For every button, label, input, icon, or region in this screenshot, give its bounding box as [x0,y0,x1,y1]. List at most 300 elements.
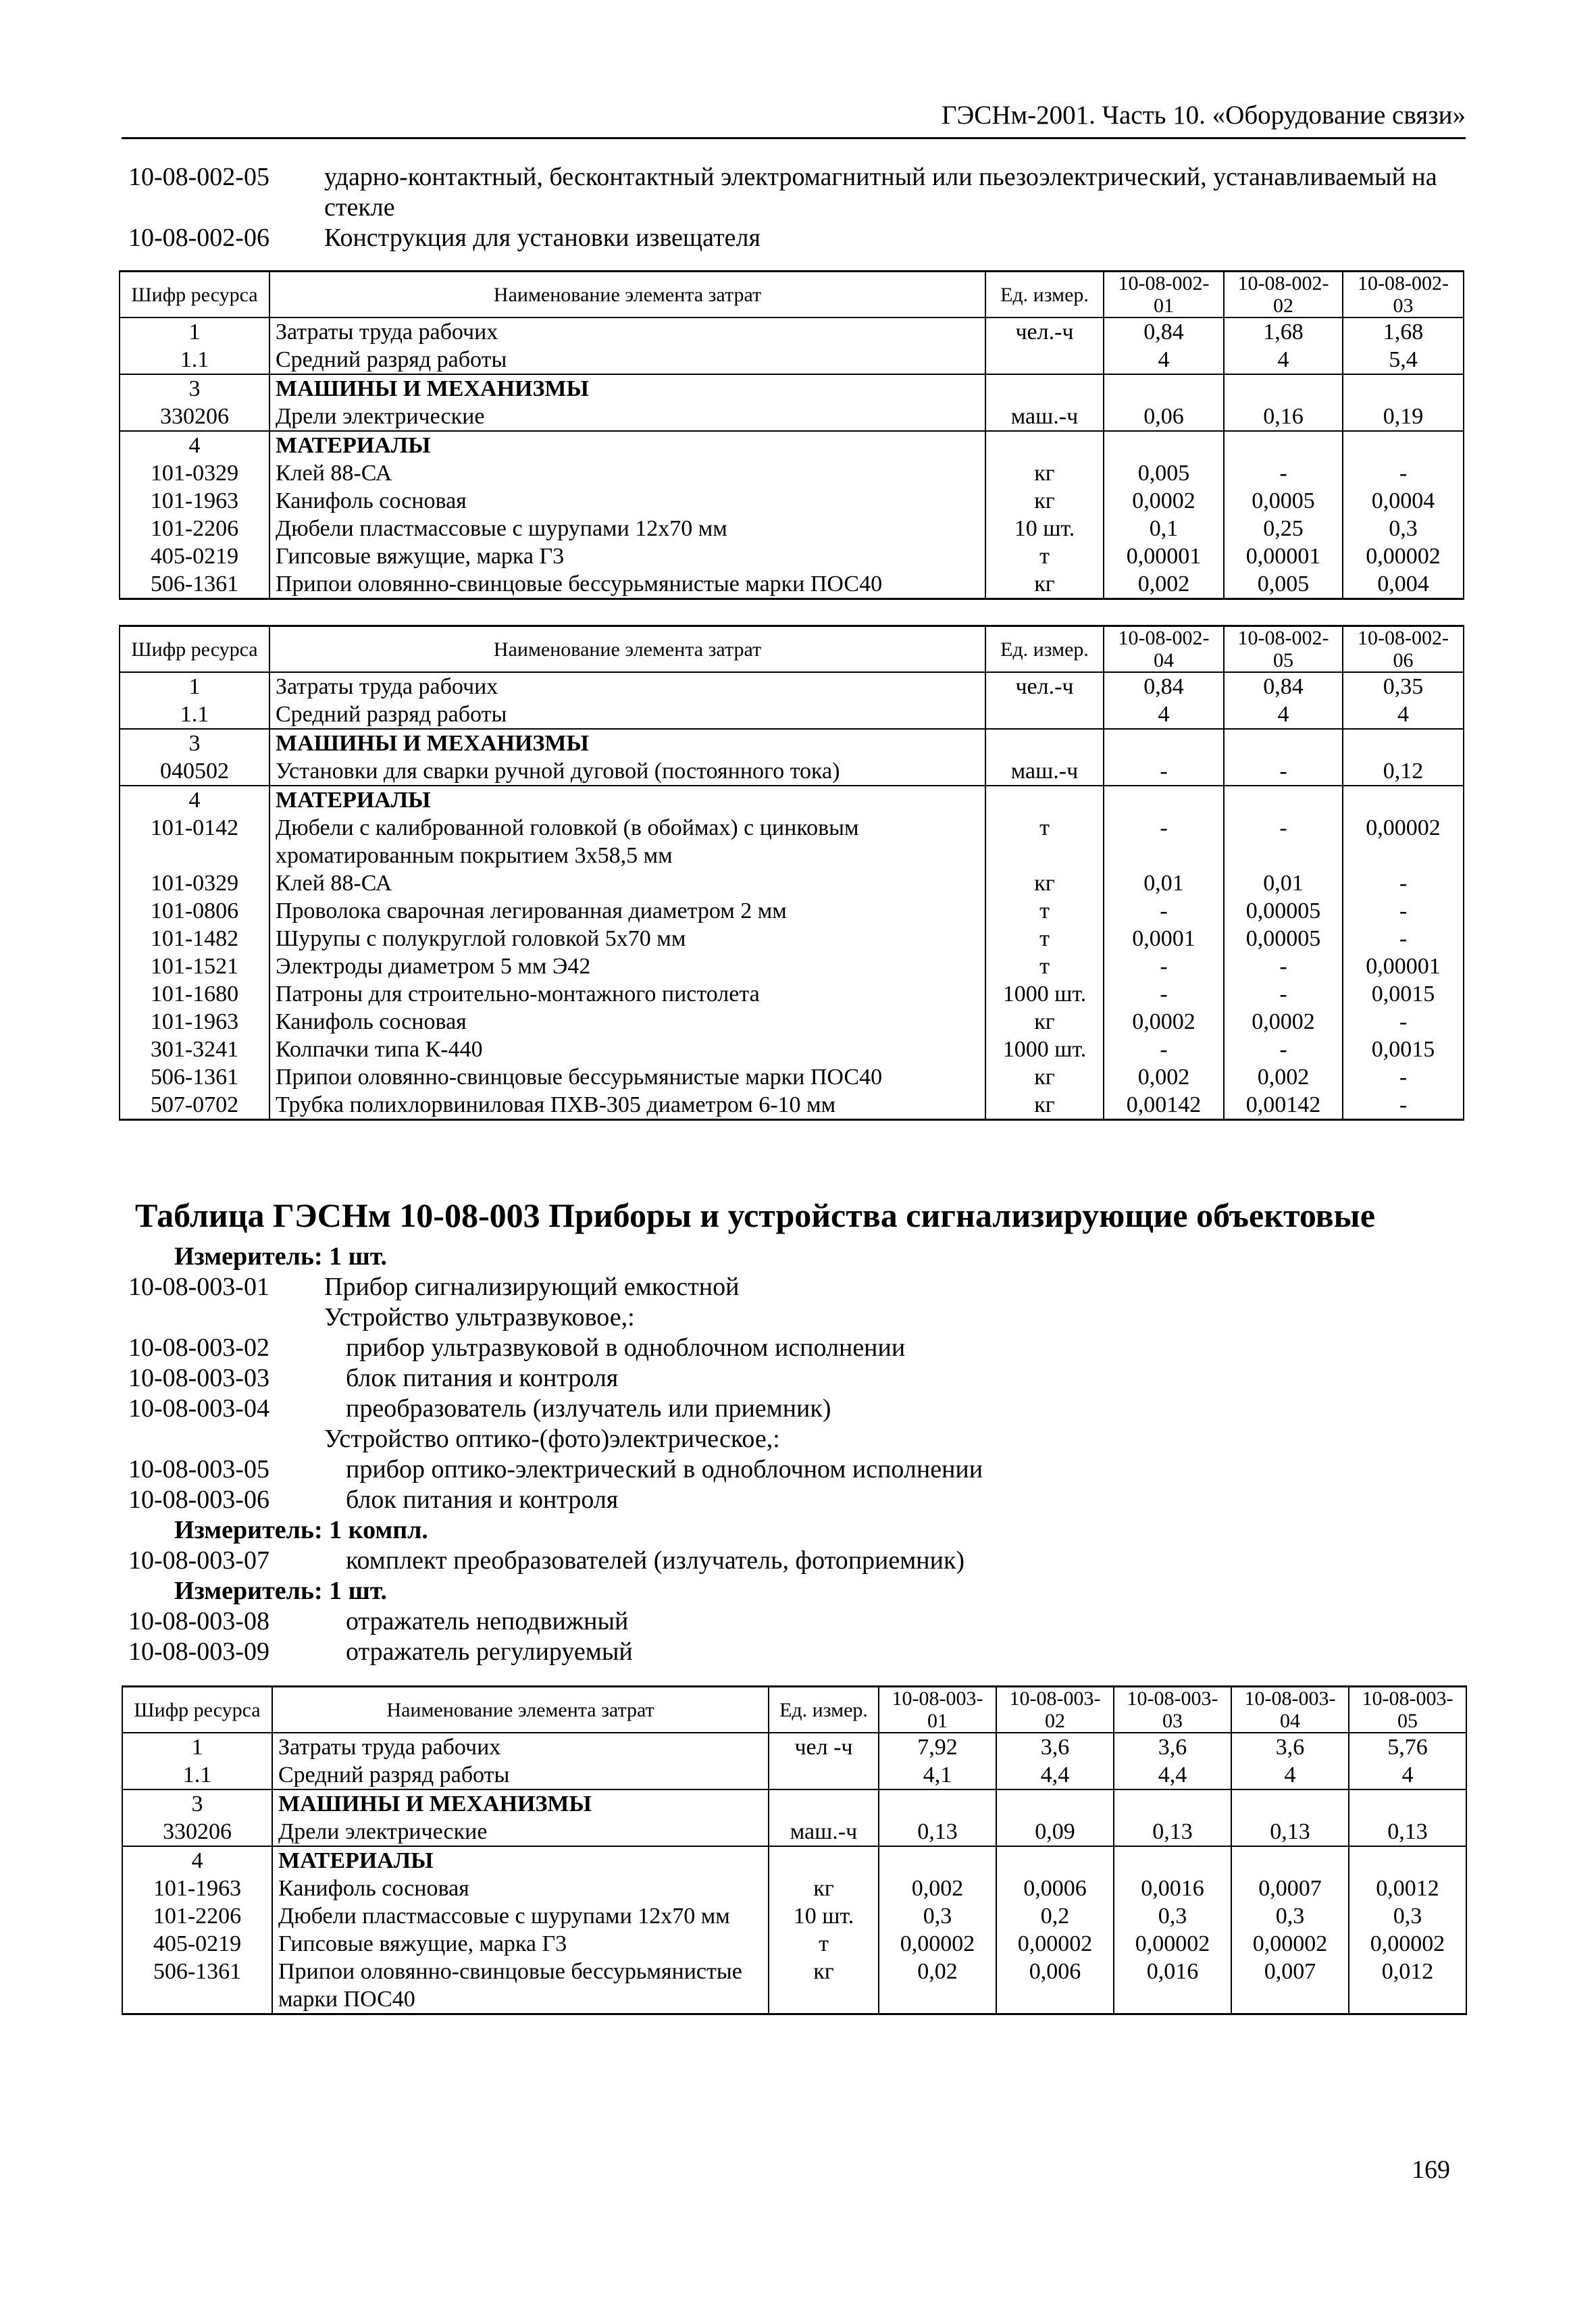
unit [985,786,1104,814]
unit [985,729,1104,757]
cost-table-1 [119,270,1464,600]
value-cell: 0,00002 [1231,1930,1349,1958]
cost-element-name: Канифоль сосновая [272,1875,769,1902]
cost-element-name: Шурупы с полукруглой головкой 5х70 мм [269,925,985,952]
resource-code: 3 [120,374,269,403]
table-row [120,1091,1464,1120]
value-cell: 0,00005 [1224,897,1343,925]
section-title: Таблица ГЭСНм 10-08-003 Приборы и устройства сигнализирующие объектовые [135,1196,1375,1234]
value-cell: - [1104,757,1224,786]
resource-code: 1 [122,1733,272,1761]
resource-code: 507-0702 [120,1091,269,1120]
value-cell: 1,68 [1343,317,1464,346]
value-cell: 0,84 [1104,317,1224,346]
value-cell: 0,84 [1104,672,1224,701]
description-top [128,162,1466,253]
cost-element-name: Затраты труда рабочих [272,1733,769,1761]
table-row [120,403,1464,431]
resource-code: 1.1 [122,1761,272,1789]
resource-code: 101-1963 [122,1875,272,1902]
cost-element-name: Средний разряд работы [269,701,985,729]
description-line [128,1242,1466,1272]
cost-element-name: Дрели электрические [269,403,985,431]
unit [985,701,1104,729]
table-header-row [122,1687,1466,1733]
value-cell: - [1104,814,1224,869]
unit [985,346,1104,374]
unit: 10 шт. [985,515,1104,542]
unit: кг [769,1958,879,2014]
unit [769,1789,879,1818]
value-cell: 0,3 [1349,1902,1466,1930]
norm-description: прибор оптико-электрический в одноблочном исполнении [346,1455,983,1483]
table-row [120,317,1464,346]
cost-element-name: Электроды диаметром 5 мм Э42 [269,952,985,980]
description-line [128,1302,1466,1333]
resource-code: 101-2206 [120,515,269,542]
header-norm-code: 10-08-003-01 [879,1687,996,1733]
unit: маш.-ч [985,403,1104,431]
header-norm-code: 10-08-002-03 [1343,272,1464,318]
norm-description: Прибор сигнализирующий емкостной [324,1273,740,1301]
value-cell [1343,786,1464,814]
table-row [120,374,1464,403]
value-cell: 0,0016 [1114,1875,1231,1902]
cost-element-name: Проволока сварочная легированная диаметром 2 мм [269,897,985,925]
cost-element-name: Дюбели пластмассовые с шурупами 12х70 мм [272,1902,769,1930]
value-cell [1349,1789,1466,1818]
table-row [120,897,1464,925]
value-cell: 0,0002 [1224,1008,1343,1036]
cost-element-name: Гипсовые вяжущие, марка Г3 [272,1930,769,1958]
value-cell: 7,92 [879,1733,996,1761]
table-row [120,431,1464,459]
header-norm-code: 10-08-002-05 [1224,626,1343,673]
running-header: ГЭСНм-2001. Часть 10. «Оборудование связи» [122,100,1466,139]
table-row [120,1063,1464,1091]
value-cell: - [1104,952,1224,980]
value-cell: 5,4 [1343,346,1464,374]
table-row [120,869,1464,897]
value-cell: 0,01 [1104,869,1224,897]
cost-element-name: Средний разряд работы [269,346,985,374]
value-cell: 0,005 [1224,570,1343,599]
value-cell: 0,13 [1231,1818,1349,1846]
value-cell: - [1343,925,1464,952]
resource-code: 330206 [122,1818,272,1846]
norm-description: ударно-контактный, бесконтактный электромагнитный или пьезоэлектрический, устанавливаемый на стекле [324,163,1437,222]
header-norm-code: 10-08-003-02 [996,1687,1114,1733]
norm-code: 10-08-003-04 [128,1394,269,1423]
unit [985,374,1104,403]
table-row [120,980,1464,1008]
cost-element-name: Канифоль сосновая [269,1008,985,1036]
value-cell [1349,1846,1466,1875]
table-row [122,1818,1466,1846]
table-row [120,814,1464,869]
value-cell: 5,76 [1349,1733,1466,1761]
value-cell: 3,6 [1231,1733,1349,1761]
value-cell: - [1224,459,1343,487]
unit: т [985,897,1104,925]
value-cell: 0,13 [1349,1818,1466,1846]
value-cell [1343,431,1464,459]
header-norm-code: 10-08-003-05 [1349,1687,1466,1733]
measure-unit: Измеритель: 1 шт. [174,1577,388,1605]
unit: кг [985,869,1104,897]
header-name: Наименование элемента затрат [269,272,985,318]
table-row [122,1789,1466,1818]
cost-element-name: Клей 88-СА [269,869,985,897]
value-cell: 0,004 [1343,570,1464,599]
norm-code: 10-08-003-02 [128,1333,269,1362]
value-cell: - [1343,459,1464,487]
norm-code: 10-08-002-06 [128,224,269,252]
resource-code: 4 [122,1846,272,1875]
table-row [120,1008,1464,1036]
unit: 1000 шт. [985,1036,1104,1063]
description-line [128,1606,1466,1637]
value-cell: 0,0004 [1343,487,1464,515]
unit: т [985,814,1104,869]
resource-code: 506-1361 [120,570,269,599]
value-cell: 0,007 [1231,1958,1349,2014]
resource-code: 101-1482 [120,925,269,952]
norm-code: 10-08-003-06 [128,1485,269,1514]
norm-description: Устройство ультразвуковое,: [324,1303,635,1331]
value-cell: 0,25 [1224,515,1343,542]
unit: чел -ч [769,1733,879,1761]
unit: т [985,925,1104,952]
value-cell: 0,0012 [1349,1875,1466,1902]
value-cell: 0,2 [996,1902,1114,1930]
value-cell: 0,016 [1114,1958,1231,2014]
table-header-row [120,272,1464,318]
table-row [120,570,1464,599]
value-cell: 0,0015 [1343,980,1464,1008]
value-cell: 0,00001 [1224,542,1343,570]
cost-element-name: Припои оловянно-свинцовые бессурьмянистые марки ПОС40 [269,1063,985,1091]
value-cell [1224,431,1343,459]
norm-description: блок питания и контроля [346,1364,619,1392]
value-cell: 4,4 [996,1761,1114,1789]
table-row [120,672,1464,701]
value-cell: 0,00002 [996,1930,1114,1958]
value-cell: 0,0005 [1224,487,1343,515]
table-row [120,515,1464,542]
table-row [120,459,1464,487]
norm-code: 10-08-003-03 [128,1364,269,1392]
value-cell: - [1343,897,1464,925]
value-cell: 0,00142 [1104,1091,1224,1120]
cost-element-name: Затраты труда рабочих [269,317,985,346]
value-cell [1231,1789,1349,1818]
norm-description: отражатель неподвижный [346,1607,629,1635]
cost-element-name: Дрели электрические [272,1818,769,1846]
resource-code: 330206 [120,403,269,431]
value-cell: 3,6 [996,1733,1114,1761]
resource-code: 101-1963 [120,487,269,515]
unit: маш.-ч [769,1818,879,1846]
table-row [120,757,1464,786]
header-norm-code: 10-08-002-06 [1343,626,1464,673]
header-norm-code: 10-08-002-01 [1104,272,1224,318]
cost-element-name: Канифоль сосновая [269,487,985,515]
norm-description: Конструкция для установки извещателя [324,224,761,252]
value-cell: - [1224,952,1343,980]
unit: т [985,952,1104,980]
value-cell: 0,0006 [996,1875,1114,1902]
description-line [128,1424,1466,1454]
value-cell: 0,13 [1114,1818,1231,1846]
header-norm-code: 10-08-003-03 [1114,1687,1231,1733]
resource-code: 3 [120,729,269,757]
description-line [128,1272,1466,1302]
description-line [128,1546,1466,1576]
value-cell: - [1343,1008,1464,1036]
value-cell: 4 [1343,701,1464,729]
unit: чел.-ч [985,672,1104,701]
resource-code: 101-0142 [120,814,269,869]
value-cell: - [1224,1036,1343,1063]
cost-element-name: Припои оловянно-свинцовые бессурьмянистые марки ПОС40 [269,570,985,599]
value-cell: 0,3 [1114,1902,1231,1930]
header-norm-code: 10-08-002-04 [1104,626,1224,673]
value-cell [1224,729,1343,757]
table-row [120,487,1464,515]
value-cell [879,1789,996,1818]
value-cell: 0,012 [1349,1958,1466,2014]
unit: 10 шт. [769,1902,879,1930]
unit: кг [985,459,1104,487]
value-cell: 0,06 [1104,403,1224,431]
unit: кг [985,1063,1104,1091]
value-cell: 0,0007 [1231,1875,1349,1902]
table-row [120,542,1464,570]
unit: кг [985,1008,1104,1036]
header-code: Шифр ресурса [122,1687,272,1733]
measure-unit: Измеритель: 1 шт. [174,1242,388,1271]
value-cell: 0,3 [1343,515,1464,542]
table-row [122,1846,1466,1875]
value-cell: - [1104,897,1224,925]
table-row [120,786,1464,814]
header-unit: Ед. измер. [985,626,1104,673]
unit: маш.-ч [985,757,1104,786]
value-cell [1104,431,1224,459]
unit [769,1761,879,1789]
header-code: Шифр ресурса [120,626,269,673]
norm-description: комплект преобразователей (излучатель, фотоприемник) [346,1546,965,1575]
description-line [128,223,1466,253]
table-row [122,1958,1466,2014]
value-cell: - [1104,980,1224,1008]
norm-code [128,1424,324,1454]
unit [769,1846,879,1875]
value-cell: 4,1 [879,1761,996,1789]
description-line [128,1394,1466,1424]
header-code: Шифр ресурса [120,272,269,318]
cost-table-2 [119,625,1464,1121]
unit: т [769,1930,879,1958]
value-cell [1104,729,1224,757]
description-line [128,1637,1466,1667]
cost-element-name: Трубка полихлорвиниловая ПХВ-305 диаметром 6-10 мм [269,1091,985,1120]
unit: т [985,542,1104,570]
header-name: Наименование элемента затрат [269,626,985,673]
value-cell [996,1789,1114,1818]
table-header-row [120,626,1464,673]
resource-code: 506-1361 [122,1958,272,2014]
value-cell [1224,374,1343,403]
value-cell: 0,005 [1104,459,1224,487]
value-cell: 0,12 [1343,757,1464,786]
value-cell: 0,00005 [1224,925,1343,952]
value-cell [1104,786,1224,814]
value-cell: 0,00002 [879,1930,996,1958]
cost-element-name: МАШИНЫ И МЕХАНИЗМЫ [269,374,985,403]
value-cell: - [1343,1063,1464,1091]
value-cell: 0,00142 [1224,1091,1343,1120]
norm-description: прибор ультразвуковой в одноблочном исполнении [346,1333,906,1362]
resource-code: 1 [120,672,269,701]
description-line [128,1515,1466,1546]
resource-code: 405-0219 [122,1930,272,1958]
value-cell: 4 [1224,701,1343,729]
value-cell: 0,006 [996,1958,1114,2014]
value-cell: 0,13 [879,1818,996,1846]
value-cell: 0,00002 [1343,542,1464,570]
description-line [128,1333,1466,1363]
table-row [122,1930,1466,1958]
value-cell: 0,00002 [1349,1930,1466,1958]
norm-description: преобразователь (излучатель или приемник) [346,1394,831,1423]
cost-element-name: Дюбели пластмассовые с шурупами 12х70 мм [269,515,985,542]
resource-code: 4 [120,786,269,814]
header-name: Наименование элемента затрат [272,1687,769,1733]
value-cell: 0,3 [879,1902,996,1930]
value-cell: 0,01 [1224,869,1343,897]
value-cell: 0,002 [1224,1063,1343,1091]
value-cell: 0,00002 [1343,814,1464,869]
value-cell [1231,1846,1349,1875]
table-row [122,1875,1466,1902]
table-row [120,952,1464,980]
norm-code: 10-08-003-08 [128,1607,269,1635]
norm-description: отражатель регулируемый [346,1637,633,1666]
resource-code: 4 [120,431,269,459]
unit: чел.-ч [985,317,1104,346]
unit: 1000 шт. [985,980,1104,1008]
value-cell [879,1846,996,1875]
resource-code: 101-1521 [120,952,269,980]
resource-code: 1 [120,317,269,346]
value-cell [1224,786,1343,814]
header-unit: Ед. измер. [985,272,1104,318]
table-row [120,1036,1464,1063]
description-line [128,1485,1466,1515]
value-cell: 0,00001 [1343,952,1464,980]
table-row [122,1733,1466,1761]
value-cell: 4 [1349,1761,1466,1789]
measure-unit: Измеритель: 1 компл. [174,1516,428,1544]
norm-description: блок питания и контроля [346,1485,619,1514]
norm-code [128,1302,324,1333]
value-cell: 0,09 [996,1818,1114,1846]
resource-code: 506-1361 [120,1063,269,1091]
unit: кг [985,1091,1104,1120]
resource-code: 101-1680 [120,980,269,1008]
cost-element-name: МАШИНЫ И МЕХАНИЗМЫ [269,729,985,757]
resource-code: 101-1963 [120,1008,269,1036]
cost-element-name: Средний разряд работы [272,1761,769,1789]
value-cell: - [1343,869,1464,897]
cost-element-name: Дюбели с калиброванной головкой (в обоймах) с цинковым хроматированным покрытием 3х58,5 мм [269,814,985,869]
value-cell: - [1224,814,1343,869]
value-cell: 4 [1104,346,1224,374]
value-cell: 0,3 [1231,1902,1349,1930]
unit [985,431,1104,459]
norm-code: 10-08-002-05 [128,163,269,191]
value-cell: 4 [1231,1761,1349,1789]
value-cell: - [1343,1091,1464,1120]
value-cell: 0,0001 [1104,925,1224,952]
value-cell: - [1224,980,1343,1008]
cost-element-name: Колпачки типа К-440 [269,1036,985,1063]
cost-element-name: Патроны для строительно-монтажного пистолета [269,980,985,1008]
value-cell: 4 [1104,701,1224,729]
header-norm-code: 10-08-002-02 [1224,272,1343,318]
value-cell: 0,002 [879,1875,996,1902]
resource-code: 405-0219 [120,542,269,570]
cost-element-name: Припои оловянно-свинцовые бессурьмянистые марки ПОС40 [272,1958,769,2014]
norm-code: 10-08-003-01 [128,1273,269,1301]
description-line [128,1363,1466,1394]
table-row [120,729,1464,757]
table-row [122,1902,1466,1930]
value-cell [1114,1789,1231,1818]
value-cell: 0,1 [1104,515,1224,542]
cost-element-name: Установки для сварки ручной дуговой (постоянного тока) [269,757,985,786]
description-middle [128,1242,1466,1667]
value-cell: 0,02 [879,1958,996,2014]
value-cell: 0,84 [1224,672,1343,701]
table-row [122,1761,1466,1789]
unit: кг [985,570,1104,599]
cost-element-name: МАТЕРИАЛЫ [269,431,985,459]
description-line [128,162,1466,223]
resource-code: 101-0329 [120,459,269,487]
cost-element-name: Гипсовые вяжущие, марка Г3 [269,542,985,570]
resource-code: 101-0329 [120,869,269,897]
value-cell: 0,0002 [1104,1008,1224,1036]
value-cell: 4,4 [1114,1761,1231,1789]
resource-code: 1.1 [120,346,269,374]
cost-table-3 [122,1685,1467,2015]
table-row [120,925,1464,952]
value-cell: 0,00002 [1114,1930,1231,1958]
norm-description: Устройство оптико-(фото)электрическое,: [324,1425,780,1453]
norm-code: 10-08-003-09 [128,1637,269,1666]
norm-code: 10-08-003-07 [128,1546,269,1575]
resource-code: 301-3241 [120,1036,269,1063]
value-cell: 4 [1224,346,1343,374]
cost-element-name: МАТЕРИАЛЫ [269,786,985,814]
resource-code: 101-2206 [122,1902,272,1930]
value-cell: 1,68 [1224,317,1343,346]
unit: кг [985,487,1104,515]
resource-code: 3 [122,1789,272,1818]
